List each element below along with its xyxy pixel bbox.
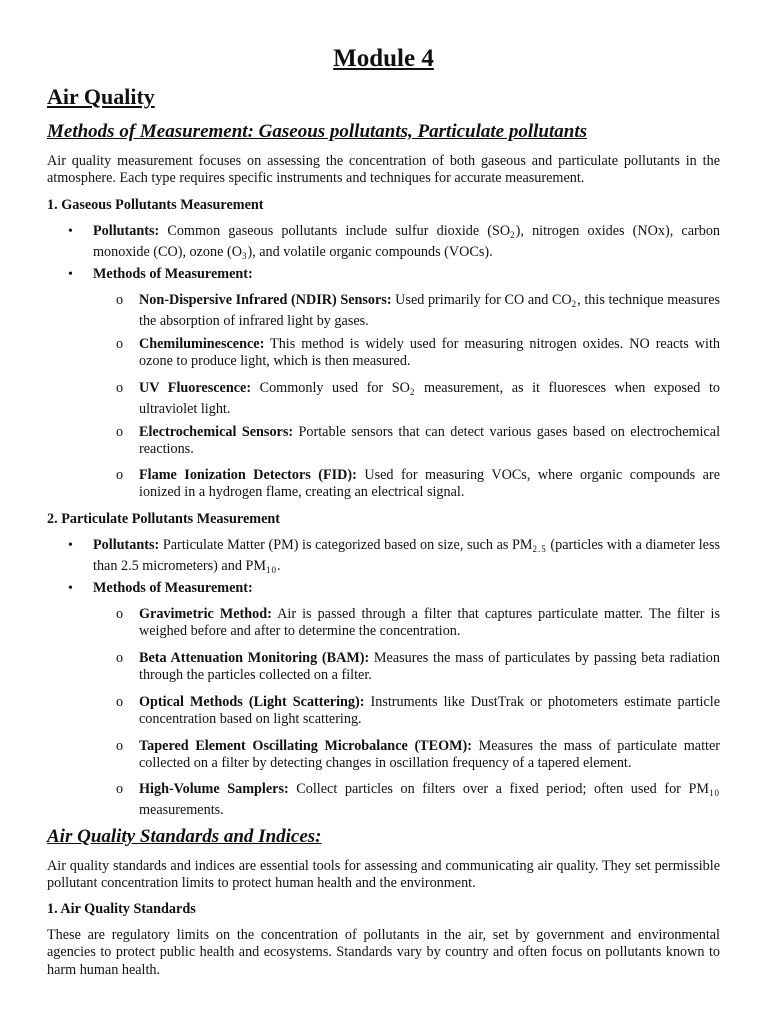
bullet-marker: • xyxy=(68,538,73,553)
intro-paragraph: Air quality measurement focuses on assessing the concentration of both gaseous and particulate pollutants in the atmosphere. Each type requires specific instruments and techniques for accurate measurement. xyxy=(47,153,720,187)
list-item-text: Pollutants: Particulate Matter (PM) is categorized based on size, such as $PM_{2.5}$ (particles with a diameter less than 2.5 micrometers) and $PM_{10}$. xyxy=(93,537,720,576)
list-item-text: Non-Dispersive Infrared (NDIR) Sensors: Used primarily for CO and $CO_2$, this technique measures the absorption of infrared light by gases. xyxy=(139,292,721,330)
bullet-marker: • xyxy=(68,581,73,596)
sub-bullet-marker: o xyxy=(116,336,124,352)
bullet-marker: • xyxy=(68,224,73,239)
page-title: Module 4 xyxy=(333,45,434,72)
standards-intro-paragraph: Air quality standards and indices are essential tools for assessing and communicating air quality. They set permissible pollutant concentration limits to protect human health and the environment. xyxy=(47,858,720,892)
list-item-text: Gravimetric Method: Air is passed through a filter that captures particulate matter. The filter is weighed before and after to determine the concentration. xyxy=(139,606,720,640)
list-item-text: Methods of Measurement: xyxy=(93,580,253,596)
list-item-text: Chemiluminescence: This method is widely used for measuring nitrogen oxides. NO reacts with ozone to produce light, which is then measured. xyxy=(139,336,720,370)
list-item-text: Electrochemical Sensors: Portable sensors that can detect various gases based on electrochemical reactions. xyxy=(139,424,721,458)
list-item-text: Flame Ionization Detectors (FID): Used for measuring VOCs, where organic compounds are ionized in a hydrogen flame, creating an electrical signal. xyxy=(139,467,720,501)
section-heading-methods: Methods of Measurement: Gaseous pollutants, Particulate pollutants xyxy=(47,121,587,142)
standards-paragraph: These are regulatory limits on the concentration of pollutants in the air, set by government and environmental agencies to protect public health and ecosystems. Standards vary by country and often focus on pollutants known to harm human health. xyxy=(47,927,720,978)
standards-subheading: 1. Air Quality Standards xyxy=(47,901,196,917)
sub-bullet-marker: o xyxy=(116,738,124,754)
list-item-text: Pollutants: Common gaseous pollutants include sulfur dioxide $(SO_2)$, nitrogen oxides (NOx), carbon monoxide (CO), ozone $(O_3)$, and volatile organic compounds (VOCs). xyxy=(93,223,721,262)
sub-bullet-marker: o xyxy=(116,606,124,622)
section-heading-standards: Air Quality Standards and Indices: xyxy=(47,826,322,847)
bullet-marker: • xyxy=(68,267,73,282)
list-item-text: UV Fluorescence: Commonly used for $SO_2$ measurement, as it fluoresces when exposed to ultraviolet light. xyxy=(139,380,720,418)
list-item-text: Tapered Element Oscillating Microbalance (TEOM): Measures the mass of particulate matter collected on a filter by detecting changes in oscillation frequency of a tapered element. xyxy=(139,738,721,772)
gaseous-heading: 1. Gaseous Pollutants Measurement xyxy=(47,197,264,213)
list-item-text: High-Volume Samplers: Collect particles on filters over a fixed period; often used for $PM_{10}$ measurements. xyxy=(139,781,720,819)
particulate-heading: 2. Particulate Pollutants Measurement xyxy=(47,511,280,527)
sub-bullet-marker: o xyxy=(116,650,124,666)
sub-bullet-marker: o xyxy=(116,424,124,440)
sub-bullet-marker: o xyxy=(116,694,124,710)
list-item-text: Optical Methods (Light Scattering): Instruments like DustTrak or photometers estimate particle concentration based on light scattering. xyxy=(139,694,721,728)
list-item-text: Beta Attenuation Monitoring (BAM): Measures the mass of particulates by passing beta radiation through the particles collected on a filter. xyxy=(139,650,720,684)
list-item-text: Methods of Measurement: xyxy=(93,266,253,282)
main-heading: Air Quality xyxy=(47,84,155,109)
sub-bullet-marker: o xyxy=(116,380,124,396)
sub-bullet-marker: o xyxy=(116,781,124,797)
sub-bullet-marker: o xyxy=(116,467,124,483)
sub-bullet-marker: o xyxy=(116,292,124,308)
